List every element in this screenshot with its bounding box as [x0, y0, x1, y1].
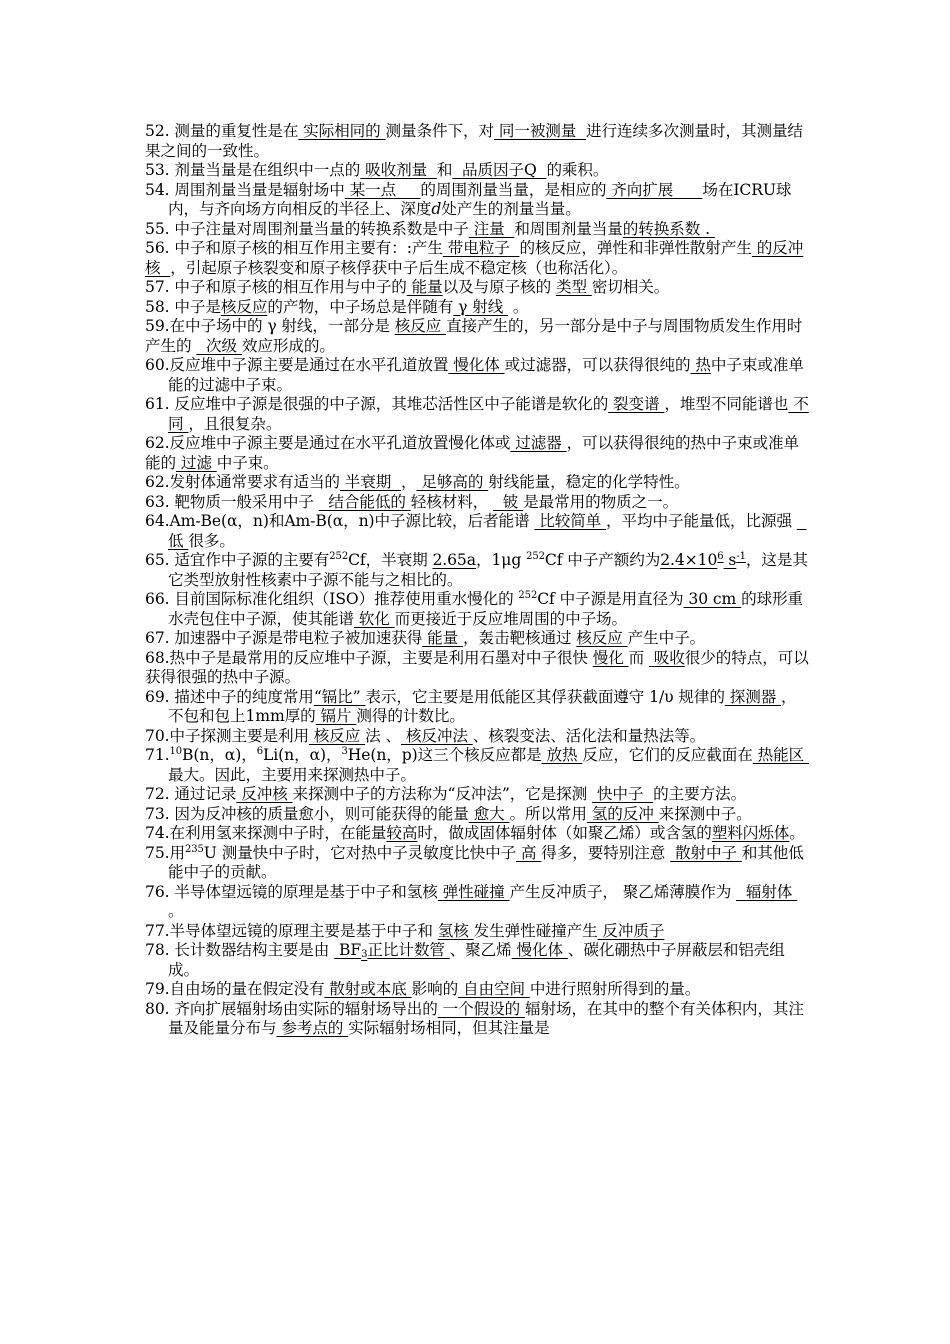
item-text: 58. 中子是	[145, 297, 221, 316]
answer-blank: 塑料闪烁体	[711, 824, 790, 842]
answer-blank: 镉片	[315, 707, 357, 725]
item-text: 的产物，中子场总是伴随有	[267, 297, 454, 316]
item-text: 的周围剂量当量，是相应的	[420, 180, 607, 199]
answer-blank: 2.4×10	[660, 551, 718, 569]
item-text: Cf 中子源是用直径为	[537, 590, 684, 608]
answer-subscript: 3	[361, 949, 368, 960]
item-text: 和	[436, 161, 453, 179]
answer-blank: 比较简单	[534, 512, 607, 530]
item-text: ，且很复杂。	[188, 414, 282, 433]
item-text: 的主要方法。	[653, 785, 747, 803]
question-item	[145, 278, 810, 298]
mass-number: 10	[169, 746, 183, 757]
mass-number: 235	[185, 843, 204, 855]
answer-blank: 核反冲法	[401, 726, 473, 745]
item-text: 是最常用的物质之一。	[523, 492, 679, 511]
item-text: 62.反应堆中子源主要是通过在水平孔道放置慢化体或	[145, 434, 511, 452]
answer-blank: 探测器	[724, 687, 782, 706]
item-text: 70.中子探测主要是利用	[145, 726, 309, 745]
answer-blank: 品质因子Q	[452, 161, 547, 179]
answer-blank: 核反应	[394, 317, 447, 335]
answer-blank: 注量	[468, 219, 515, 238]
item-text: 61. 反应堆中子源是很强的中子源，其堆芯活性区中子能谱是软化的	[145, 395, 609, 413]
question-item	[145, 805, 810, 825]
item-text: 的核反应，弹性和非弹性散射产生	[519, 239, 752, 257]
answer-blank: 弹性碰撞	[437, 882, 510, 901]
item-text: 轻核材料，	[410, 492, 494, 511]
item-text: ，可以获得很纯的热中子束或准单能的	[145, 434, 799, 472]
answer-blank: 参考点的	[276, 1019, 349, 1037]
item-text: 78. 长计数器结构主要是由	[145, 941, 335, 959]
question-item	[145, 181, 810, 220]
question-item	[145, 220, 810, 240]
item-text: 80. 齐向扩展辐射场由实际的辐射场导出的	[145, 999, 438, 1018]
answer-blank: 次级	[196, 336, 242, 355]
item-text: 实际辐射场相同，但其注量是	[348, 1019, 550, 1037]
item-text: 56. 中子和原子核的相互作用主要有：:产生	[145, 239, 443, 257]
answer-blank: 2.65a	[432, 551, 476, 569]
item-text: U 测量快中子时，它对热中子灵敏度比快中子	[203, 843, 517, 862]
item-text: 64.Am-Be(α，n)和Am-B(α，n)中子源比较，后者能谱	[145, 512, 535, 530]
answer-blank: 反冲质子	[597, 921, 665, 940]
item-text: B(n，α)，	[182, 746, 257, 764]
item-text: 表示，它主要是用低能区其俘获截面遵守 1/υ 规律的	[365, 687, 725, 706]
item-text: 54. 周围剂量当量是辐射场中	[145, 180, 345, 199]
answer-blank: 足够高的	[416, 473, 489, 491]
item-text: 密切相关。	[591, 278, 670, 296]
item-text: 的乘积。	[546, 161, 609, 179]
answer-blank: 的反冲核	[145, 239, 804, 277]
item-text: 进行连续多次测量时，其测量结果之间的一致性。	[145, 122, 803, 160]
answer-blank: s	[723, 551, 737, 569]
question-item	[145, 161, 810, 181]
answer-blank: 的转换系数 .	[622, 219, 715, 238]
question-item	[145, 551, 810, 590]
answer-blank: 能量	[406, 278, 443, 296]
answer-blank: 裂变谱	[608, 395, 665, 413]
item-text: 得多，要特别注意	[541, 843, 671, 862]
item-text: 68.热中子是最常用的反应堆中子源，主要是利用石墨对中子很快	[145, 648, 593, 667]
question-item	[145, 298, 810, 318]
answer-blank: 反冲核	[236, 785, 293, 803]
item-text: 反应，它们的反应截面在	[582, 746, 753, 764]
item-text: Li(n，α)，	[263, 746, 342, 764]
item-text: ，堆型不同能谱也	[664, 395, 789, 413]
item-text: 57. 中子和原子核的相互作用与中子的	[145, 278, 407, 296]
item-text: 而	[628, 648, 649, 667]
answer-blank: 低	[168, 512, 807, 550]
answer-blank: 类型	[555, 278, 592, 296]
answer-exponent: -1	[736, 551, 746, 562]
item-text: 影响的	[411, 980, 459, 998]
answer-blank: 慢化体	[448, 356, 505, 374]
question-item	[145, 785, 810, 805]
answer-blank: 正比计数管	[367, 941, 450, 959]
item-text: 场在ICRU球内，与齐向场方向相反的半径上、深度	[168, 180, 792, 218]
item-text: ，引起原子核裂变和原子核俘获中子后生成不稳定核（也称活化）。	[170, 258, 628, 277]
answer-blank: 吸收	[648, 648, 685, 667]
mass-number: 252	[526, 551, 545, 562]
question-item	[145, 941, 810, 980]
question-item	[145, 746, 810, 785]
question-item	[145, 922, 810, 942]
item-text: 52. 测量的重复性是在	[145, 122, 299, 140]
question-item	[145, 1000, 810, 1039]
question-item	[145, 629, 810, 649]
item-text: 发生弹性碰撞产生	[473, 921, 598, 940]
answer-blank: 较高	[386, 824, 418, 842]
item-text: 、聚乙烯	[449, 941, 512, 959]
item-text: 71.	[145, 746, 170, 764]
answer-blank: 快中子	[592, 785, 654, 803]
answer-blank: 核反应	[308, 726, 366, 745]
item-text: 67. 加速器中子源是带电粒子被加速获得	[145, 629, 423, 647]
answer-blank: 30 cm	[683, 590, 742, 608]
question-item	[145, 512, 810, 551]
item-text: 或过滤器，可以获得很纯的	[504, 356, 691, 374]
item-text: 。	[789, 824, 805, 842]
item-text: Cf，半衰期	[348, 551, 433, 569]
item-text: 。	[168, 902, 184, 920]
item-text: 62.发射体通常要求有适当的	[145, 473, 340, 491]
item-text: 来探测中子。	[658, 804, 752, 823]
answer-blank: γ 射线	[453, 297, 509, 316]
mass-number: 252	[329, 551, 349, 562]
answer-blank: 某一点	[344, 180, 421, 199]
question-item	[145, 649, 810, 688]
item-text: 、碳化硼热中子屏蔽层和铝壳组成。	[168, 941, 785, 979]
item-text: 60.反应堆中子源主要是通过在水平孔道放置	[145, 356, 449, 374]
item-text: 法 、	[365, 726, 402, 745]
item-text: 77.半导体望远镜的原理主要是基于中子和	[145, 921, 438, 940]
item-text: ，1μg	[475, 551, 527, 569]
question-item	[145, 317, 810, 356]
question-item	[145, 473, 810, 493]
question-item	[145, 883, 810, 922]
item-text: 以及与原子核的	[442, 278, 556, 296]
item-text: 来探测中子的方法称为“反冲法”，它是探测	[292, 785, 593, 803]
answer-blank: BF	[334, 941, 362, 959]
item-text: 53. 剂量当量是在组织中一点的	[145, 161, 361, 179]
answer-blank: 慢化体	[511, 941, 568, 959]
item-text: 最大。因此，主要用来探测热中子。	[168, 765, 416, 784]
answer-blank: 结合能低的	[318, 492, 411, 511]
item-text: 和其他低能中子的贡献。	[168, 843, 804, 881]
item-text: 处产生的剂量当量。	[441, 200, 581, 218]
item-text: 射线能量，稳定的化学特性。	[488, 473, 690, 491]
item-text: Cf 中子产额约为	[544, 551, 661, 569]
answer-blank: 带电粒子	[442, 239, 520, 257]
question-item	[145, 824, 810, 844]
item-text: ，	[401, 473, 417, 491]
item-text: 测量条件下，对	[385, 122, 494, 140]
question-list	[145, 122, 810, 1039]
item-text: ，这是其它类型放射性核素中子源不能与之相比的。	[168, 551, 808, 589]
question-item	[145, 727, 810, 747]
answer-blank: 一个假设的	[437, 999, 525, 1018]
answer-blank: 不同	[168, 395, 809, 433]
answer-blank: 过滤	[176, 453, 217, 472]
answer-blank: 热能区	[752, 746, 809, 764]
item-text: 直接产生的，另一部分是中子与周围物质发生作用时产生的	[145, 317, 803, 355]
item-text: 中子束。	[216, 453, 279, 472]
item-text: 效应形成的。	[241, 336, 335, 355]
question-item	[145, 434, 810, 473]
question-item	[145, 688, 810, 727]
item-text: 59.在中子场中的 γ 射线，一部分是	[145, 317, 395, 335]
question-item	[145, 122, 810, 161]
mass-number: 252	[518, 590, 538, 601]
answer-blank: 氢的反冲	[586, 804, 659, 823]
item-text: ，轰击靶核通过	[462, 629, 577, 647]
answer-blank: 辐射体	[736, 882, 798, 901]
answer-blank: 半衰期	[339, 473, 401, 491]
answer-blank: 铍	[493, 492, 524, 511]
item-text: ，不包和包上1mm厚的	[168, 687, 797, 725]
item-text: 69. 描述中子的纯度常用	[145, 687, 314, 706]
item-text: 中进行照射所得到的量。	[529, 980, 701, 998]
item-text: 55. 中子注量对周围剂量当量的转换系数是中子	[145, 219, 469, 238]
answer-exponent: 6	[717, 551, 724, 562]
question-item	[145, 356, 810, 395]
answer-blank: 同一被测量	[493, 122, 587, 140]
answer-blank: 自由空间	[458, 980, 530, 998]
answer-blank: 氢核	[437, 921, 474, 940]
item-text: He(n，p)这三个核反应都是	[347, 746, 542, 764]
item-text: 66. 目前国际标准化组织（ISO）推荐使用重水慢化的	[145, 590, 519, 608]
answer-blank: 软化	[353, 609, 395, 628]
item-text: 、核裂变法、活化法和量热法等。	[472, 726, 706, 745]
question-item	[145, 395, 810, 434]
question-item	[145, 844, 810, 883]
answer-blank: 慢化	[592, 648, 629, 667]
item-text: 。	[508, 297, 529, 316]
question-item	[145, 239, 810, 278]
question-item	[145, 980, 810, 1000]
item-text: 74.在利用氢来探测中子时，在能量	[145, 824, 387, 842]
item-variable: d	[431, 200, 442, 218]
answer-blank: 放热	[541, 746, 583, 764]
item-text: 产生中子。	[627, 629, 706, 647]
item-text: 63. 靶物质一般采用中子	[145, 492, 319, 511]
answer-blank: 吸收剂量	[360, 161, 437, 179]
item-text: 76. 半导体望远镜的原理是基于中子和氢核	[145, 882, 438, 901]
mass-number: 6	[256, 746, 263, 757]
item-text: 测得的计数比。	[356, 707, 465, 725]
item-text: 很少的特点，可以获得很强的热中子源。	[145, 648, 809, 686]
answer-blank: 核反应	[576, 629, 628, 647]
item-text: 产生反冲质子， 聚乙烯薄膜作为	[509, 882, 737, 901]
answer-blank: 实际相同的	[298, 122, 386, 140]
item-text: ，平均中子能量低，比源强	[606, 512, 797, 530]
item-text: 中子束或准单能的过滤中子束。	[168, 356, 804, 394]
answer-blank: 齐向扩展	[606, 180, 703, 199]
item-text: 和周围剂量当量	[514, 219, 623, 238]
answer-blank: “镉比”	[313, 687, 366, 706]
item-text: 辐射场，在其中的整个有关体积内，其注量及能量分布与	[168, 999, 804, 1037]
answer-blank: 高	[516, 843, 542, 862]
item-text: 73. 因为反冲核的质量愈小，则可能获得的能量	[145, 804, 469, 823]
item-text: 时，做成固体辐射体（如聚乙烯）或含氢的	[417, 824, 712, 842]
question-item	[145, 493, 810, 513]
item-text: 很多。	[188, 531, 235, 550]
item-text: 72. 通过记录	[145, 785, 237, 803]
answer-blank: 散射中子	[670, 843, 742, 862]
item-text: 。所以常用	[509, 804, 587, 823]
answer-blank: 过滤器	[510, 434, 567, 452]
item-text: 65. 适宜作中子源的主要有	[145, 551, 330, 569]
question-item	[145, 590, 810, 629]
item-text: 而更接近于反应堆周围的中子场。	[394, 609, 628, 628]
answer-blank: 能量	[422, 629, 463, 647]
answer-blank: 愈大	[468, 804, 510, 823]
item-text: 的球形重水壳包住中子源，使其能谱	[168, 590, 804, 628]
item-text: 75.用	[145, 843, 185, 862]
mass-number: 3	[341, 746, 348, 757]
item-text: 79.自由场的量在假定没有	[145, 980, 325, 998]
answer-blank: 核反应	[220, 297, 268, 316]
answer-blank: 热	[690, 356, 711, 374]
answer-blank: 散射或本底	[324, 980, 412, 998]
